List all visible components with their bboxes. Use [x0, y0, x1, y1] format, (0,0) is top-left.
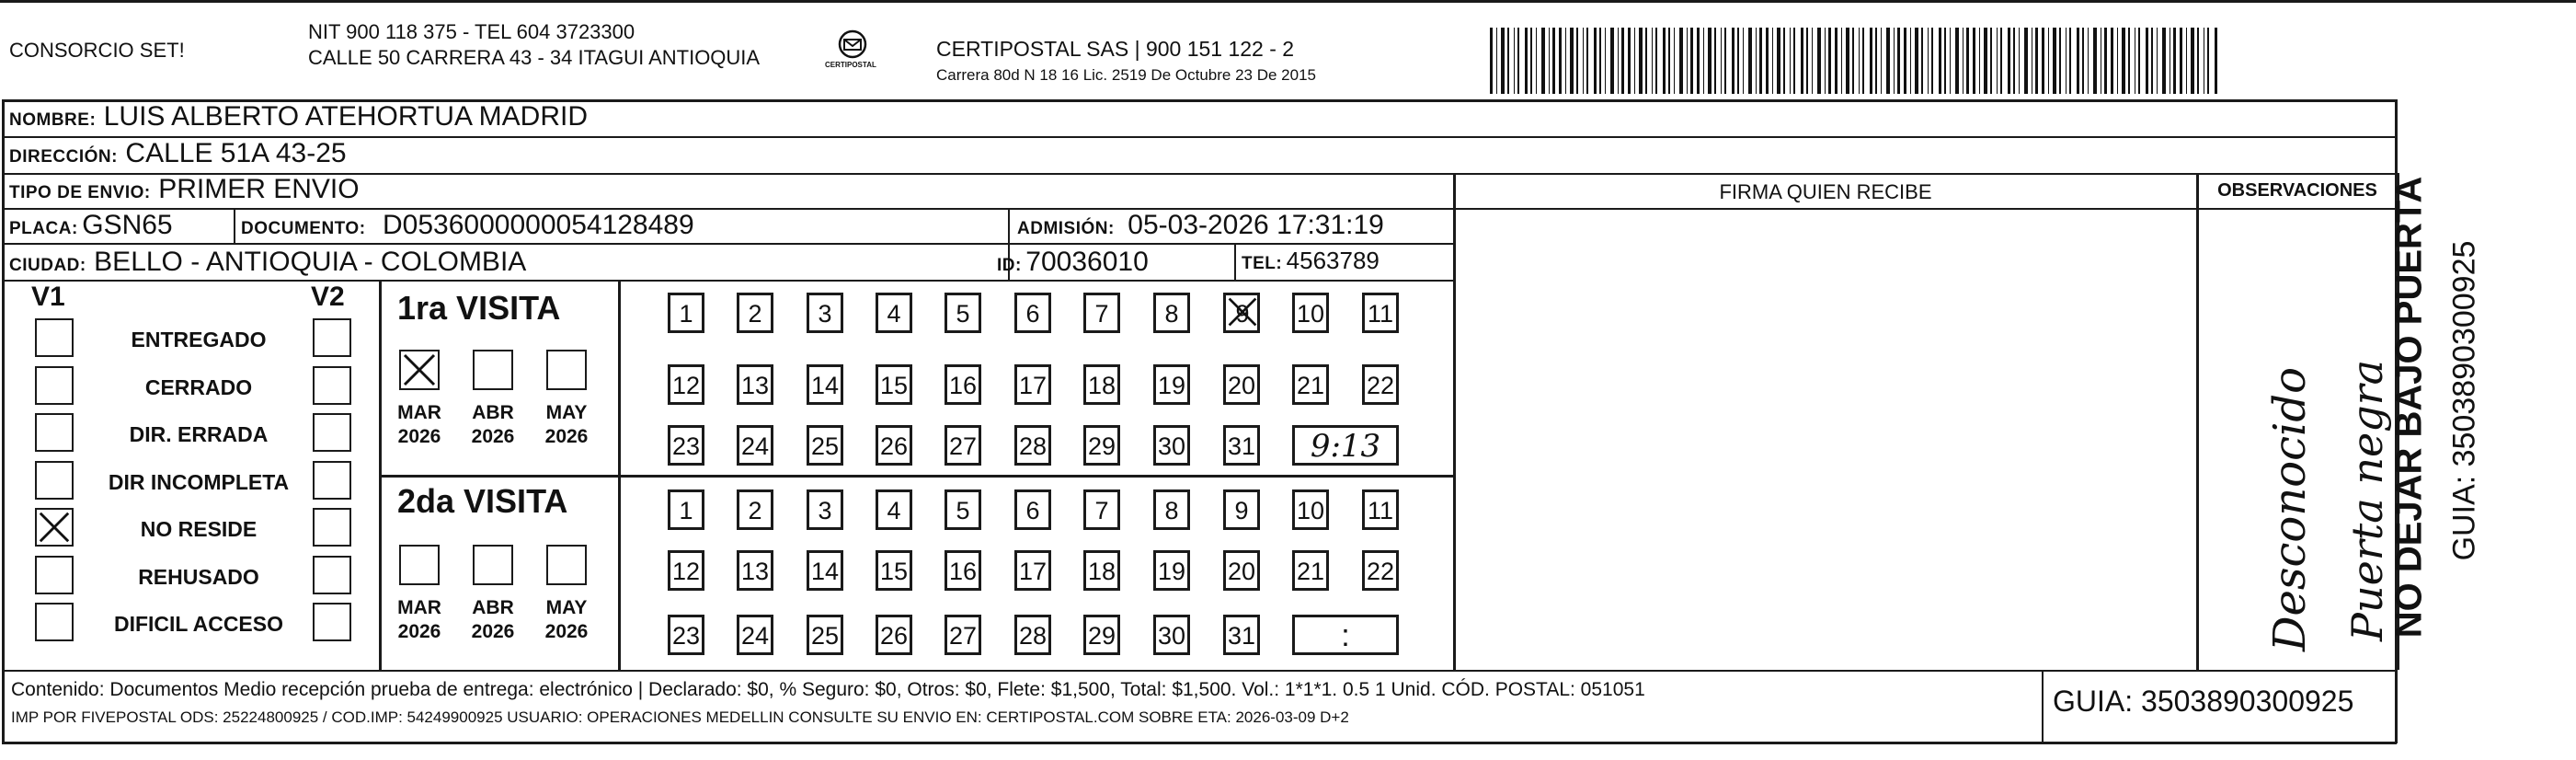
firma-left-rule [1453, 173, 1456, 670]
footer-line-2: IMP POR FIVEPOSTAL ODS: 25224800925 / COD.IMP: 54249900925 USUARIO: OPERACIONES MEDELLIN CONSULTE SU ENVIO EN: CERTIPOSTAL.COM SOBRE ETA: 2026-03-09 D+2 [11, 708, 1349, 726]
day-box[interactable]: 15 [876, 550, 912, 591]
year-label: 2026 [544, 621, 589, 642]
tipo-envio-value: PRIMER ENVIO [158, 174, 360, 204]
visit-month-divider [618, 280, 621, 670]
barcode-bar [1517, 28, 1519, 94]
barcode-bar [1875, 28, 1877, 94]
day-box[interactable]: 8 [1153, 489, 1190, 530]
placa-value: GSN65 [82, 210, 173, 240]
side-warning: NO DEJAR BAJO PUERTA [2388, 176, 2430, 639]
day-box[interactable]: 5 [945, 489, 981, 530]
barcode-bar [1766, 28, 1769, 94]
barcode-bar [1570, 28, 1574, 94]
barcode [1490, 28, 2226, 94]
barcode-bar [1973, 28, 1975, 94]
firma-header: FIRMA QUIEN RECIBE [1719, 180, 1932, 203]
barcode-bar [2128, 28, 2130, 94]
barcode-bar [1605, 28, 1606, 94]
documento-value: D0536000000054128489 [383, 210, 694, 240]
barcode-bar [1634, 28, 1635, 94]
time-box[interactable]: : [1292, 615, 1399, 655]
barcode-bar [1862, 28, 1864, 94]
barcode-bar [1536, 28, 1537, 94]
barcode-bar [1852, 28, 1854, 94]
barcode-bar [2082, 28, 2084, 94]
tel-divider [1234, 245, 1236, 280]
year-label: 2026 [397, 621, 441, 642]
barcode-bar [1663, 28, 1666, 94]
barcode-bar [2111, 28, 2113, 94]
barcode-bar [1514, 28, 1515, 94]
day-box[interactable]: 27 [945, 615, 981, 655]
direccion-label: DIRECCIÓN: [9, 147, 118, 167]
day-box[interactable]: 12 [668, 364, 704, 405]
outer-top-border [0, 0, 2576, 3]
admision-cell [1017, 210, 1384, 241]
day-box[interactable]: 13 [737, 364, 773, 405]
direccion-value: CALLE 51A 43-25 [125, 138, 347, 168]
day-box[interactable]: 14 [807, 550, 843, 591]
row-rule-5 [2, 280, 1455, 282]
barcode-bar [2000, 28, 2002, 94]
id-cell [997, 247, 1149, 278]
frame-bottom-rule [2, 742, 2397, 744]
barcode-bar [1541, 28, 1545, 94]
barcode-bar [1576, 28, 1578, 94]
barcode-bar [1586, 28, 1588, 94]
barcode-bar [1668, 28, 1670, 94]
tipo-envio-label: TIPO DE ENVIO: [9, 183, 151, 202]
ciudad-cell [9, 247, 526, 278]
barcode-bar [1496, 28, 1497, 94]
observaciones-handwriting-2: Puerta negra [2342, 359, 2392, 641]
barcode-bar [1955, 28, 1959, 94]
first-visit-title: 1ra VISITA [397, 289, 561, 327]
month-label: MAR [397, 597, 441, 618]
day-box[interactable]: 11 [1362, 293, 1399, 333]
barcode-bar [1552, 28, 1555, 94]
barcode-bar [1806, 28, 1808, 94]
day-box[interactable]: 25 [807, 425, 843, 466]
barcode-bar [1594, 28, 1597, 94]
barcode-bar [1645, 28, 1647, 94]
barcode-bar [1559, 28, 1562, 94]
barcode-bar [1835, 28, 1838, 94]
day-box[interactable]: 20 [1223, 364, 1260, 405]
license-line: Carrera 80d N 18 16 Lic. 2519 De Octubre 23 De 2015 [936, 66, 1316, 84]
day-box[interactable]: 24 [737, 615, 773, 655]
barcode-bar [1610, 28, 1614, 94]
month-checkbox[interactable] [473, 545, 513, 585]
time-box[interactable]: 9:13 [1292, 425, 1399, 466]
barcode-bar [1530, 28, 1532, 94]
day-box[interactable]: 17 [1014, 550, 1051, 591]
id-label: ID: [997, 256, 1022, 275]
barcode-bar [1841, 28, 1842, 94]
barcode-bar [1966, 28, 1969, 94]
company-name: CONSORCIO SET! [9, 39, 185, 62]
day-box[interactable]: 6 [1014, 293, 1051, 333]
barcode-bar [1801, 28, 1803, 94]
day-box[interactable]: 19 [1153, 550, 1190, 591]
day-box[interactable]: 6 [1014, 489, 1051, 530]
barcode-bar [2008, 28, 2010, 94]
status-option-label: DIFICIL ACCESO [113, 612, 283, 636]
day-box[interactable]: 19 [1153, 364, 1190, 405]
barcode-bar [1894, 28, 1895, 94]
barcode-bar [2024, 28, 2028, 94]
status-option-label: DIR INCOMPLETA [108, 469, 290, 494]
barcode-bar [2191, 28, 2194, 94]
barcode-bar [2077, 28, 2079, 94]
nombre-label: NOMBRE: [9, 110, 97, 130]
day-box[interactable]: 23 [668, 425, 704, 466]
barcode-bar [1507, 28, 1509, 94]
barcode-bar [1825, 28, 1826, 94]
day-box[interactable]: 21 [1292, 550, 1329, 591]
day-box[interactable]: 7 [1083, 489, 1120, 530]
barcode-bar [2035, 28, 2038, 94]
barcode-bar [2019, 28, 2020, 94]
obs-left-rule [2196, 173, 2199, 670]
year-label: 2026 [397, 426, 441, 447]
day-box[interactable]: 9 [1223, 489, 1260, 530]
barcode-bar [2186, 28, 2187, 94]
month-label: MAR [397, 402, 441, 423]
barcode-bar [1870, 28, 1872, 94]
tel-label: TEL: [1242, 254, 1283, 273]
day-box[interactable]: 11 [1362, 489, 1399, 530]
barcode-bar [1886, 28, 1890, 94]
footer-top-rule [2, 670, 2397, 672]
barcode-bar [2146, 28, 2148, 94]
nombre-value: LUIS ALBERTO ATEHORTUA MADRID [103, 101, 588, 132]
second-visit-title: 2da VISITA [397, 482, 568, 520]
id-value: 70036010 [1025, 247, 1149, 277]
barcode-bar [1490, 28, 1493, 94]
day-box[interactable]: 22 [1362, 550, 1399, 591]
barcode-bar [2059, 28, 2061, 94]
day-box[interactable]: 16 [945, 550, 981, 591]
barcode-bar [2207, 28, 2209, 94]
barcode-bar [1990, 28, 1992, 94]
day-box[interactable]: 10 [1292, 489, 1329, 530]
month-checkbox[interactable] [399, 350, 440, 390]
barcode-bar [1931, 28, 1933, 94]
barcode-bar [2066, 28, 2067, 94]
documento-cell [241, 210, 694, 241]
tel-cell [1242, 247, 1380, 275]
day-box[interactable]: 27 [945, 425, 981, 466]
day-box[interactable]: 31 [1223, 615, 1260, 655]
day-box[interactable]: 9 [1223, 293, 1260, 333]
barcode-bar [1743, 28, 1744, 94]
barcode-bar [1881, 28, 1882, 94]
barcode-bar [1812, 28, 1813, 94]
barcode-bar [1944, 28, 1946, 94]
barcode-bar [1790, 28, 1791, 94]
day-box[interactable]: 23 [668, 615, 704, 655]
day-box[interactable]: 31 [1223, 425, 1260, 466]
day-box[interactable]: 30 [1153, 425, 1190, 466]
day-box[interactable]: 17 [1014, 364, 1051, 405]
barcode-bar [1703, 28, 1704, 94]
barcode-bar [1721, 28, 1722, 94]
barcode-bar [2053, 28, 2056, 94]
tel-value: 4563789 [1286, 247, 1380, 274]
day-box[interactable]: 18 [1083, 364, 1120, 405]
day-box[interactable]: 3 [807, 293, 843, 333]
year-label: 2026 [471, 621, 515, 642]
observaciones-handwriting-1: Desconocido [2264, 367, 2316, 651]
barcode-bar [2093, 28, 2097, 94]
barcode-bar [1690, 28, 1693, 94]
month-label: MAY [545, 597, 588, 618]
footer-guia: GUIA: 3503890300925 [2053, 685, 2354, 718]
direccion-row [9, 138, 347, 169]
barcode-bar [2138, 28, 2140, 94]
barcode-bar [1501, 28, 1505, 94]
day-box[interactable]: 16 [945, 364, 981, 405]
day-box[interactable]: 14 [807, 364, 843, 405]
barcode-bar [2042, 28, 2044, 94]
documento-label: DOCUMENTO: [241, 219, 366, 238]
day-box[interactable]: 22 [1362, 364, 1399, 405]
month-label: ABR [472, 597, 514, 618]
day-box[interactable]: 26 [876, 425, 912, 466]
barcode-bar [2180, 28, 2182, 94]
barcode-bar [1793, 28, 1795, 94]
day-box[interactable]: 13 [737, 550, 773, 591]
day-box[interactable]: 1 [668, 489, 704, 530]
barcode-bar [1639, 28, 1643, 94]
day-box[interactable]: 5 [945, 293, 981, 333]
barcode-bar [1565, 28, 1566, 94]
barcode-bar [1674, 28, 1675, 94]
day-box[interactable]: 12 [668, 550, 704, 591]
day-box[interactable]: 4 [876, 489, 912, 530]
row-rule-4 [2, 243, 1455, 245]
barcode-bar [1777, 28, 1780, 94]
day-box[interactable]: 4 [876, 293, 912, 333]
barcode-bar [2122, 28, 2125, 94]
placa-label: PLACA: [9, 219, 78, 238]
barcode-bar [1724, 28, 1726, 94]
v2-label: V2 [311, 282, 345, 312]
barcode-bar [2117, 28, 2118, 94]
barcode-bar [1525, 28, 1528, 94]
barcode-bar [1628, 28, 1631, 94]
row-rule-2 [2, 173, 2397, 175]
barcode-bar [2013, 28, 2015, 94]
barcode-bar [2151, 28, 2153, 94]
barcode-bar [1828, 28, 1831, 94]
barcode-bar [1910, 28, 1911, 94]
month-checkbox[interactable] [399, 545, 440, 585]
row-rule-1 [2, 136, 2397, 138]
barcode-bar [1697, 28, 1700, 94]
day-box[interactable]: 24 [737, 425, 773, 466]
barcode-bar [1756, 28, 1757, 94]
barcode-bar [1714, 28, 1716, 94]
day-box[interactable]: 20 [1223, 550, 1260, 591]
barcode-bar [2088, 28, 2089, 94]
tipo-envio-row [9, 174, 360, 205]
footer-line-1: Contenido: Documentos Medio recepción prueba de entrega: electrónico | Declarado: $0, % Seguro: $0, Otros: $0, Flete: $1,500, Total: $1,500. Vol.: 1*1*1. 0.5 1 Unid. CÓD. POSTAL: 051051 [11, 679, 1645, 700]
ciudad-label: CIUDAD: [9, 256, 86, 275]
barcode-bar [1897, 28, 1900, 94]
barcode-bar [1655, 28, 1657, 94]
x-mark-icon [401, 351, 438, 388]
day-box[interactable]: 26 [876, 615, 912, 655]
year-label: 2026 [471, 426, 515, 447]
month-label: MAY [545, 402, 588, 423]
month-checkbox[interactable] [546, 545, 587, 585]
barcode-bar [1618, 28, 1619, 94]
v1-label: V1 [31, 282, 65, 312]
observaciones-header: OBSERVACIONES [2217, 180, 2377, 201]
day-box[interactable]: 21 [1292, 364, 1329, 405]
barcode-bar [1859, 28, 1860, 94]
day-box[interactable]: 28 [1014, 425, 1051, 466]
day-box[interactable]: 8 [1153, 293, 1190, 333]
barcode-bar [1732, 28, 1735, 94]
day-box[interactable]: 1 [668, 293, 704, 333]
barcode-bar [2215, 28, 2217, 94]
status-divider [379, 280, 382, 670]
day-box[interactable]: 28 [1014, 615, 1051, 655]
barcode-bar [1583, 28, 1584, 94]
placa-cell [9, 210, 173, 241]
barcode-bar [1846, 28, 1849, 94]
logo-caption: CERTIPOSTAL [825, 61, 876, 69]
status-option-label: DIR. ERRADA [129, 422, 269, 446]
footer-guia-divider [2042, 670, 2044, 742]
status-option-label: NO RESIDE [140, 517, 258, 541]
barcode-bar [2197, 28, 2199, 94]
barcode-bar [2162, 28, 2166, 94]
barcode-bar [1984, 28, 1987, 94]
address-line: CALLE 50 CARRERA 43 - 34 ITAGUI ANTIOQUIA [308, 46, 761, 69]
barcode-bar [1708, 28, 1712, 94]
day-box[interactable]: 25 [807, 615, 843, 655]
status-option-label: REHUSADO [138, 564, 259, 589]
admision-value: 05-03-2026 17:31:19 [1128, 210, 1384, 240]
status-option-label: CERRADO [144, 374, 253, 399]
status-option-label: ENTREGADO [131, 328, 267, 351]
day-box[interactable]: 29 [1083, 615, 1120, 655]
barcode-bar [2157, 28, 2158, 94]
day-box[interactable]: 3 [807, 489, 843, 530]
day-box[interactable]: 15 [876, 364, 912, 405]
nit-line: NIT 900 118 375 - TEL 604 3723300 [308, 20, 635, 43]
barcode-bar [1737, 28, 1739, 94]
barcode-bar [2104, 28, 2107, 94]
placa-divider [234, 208, 235, 245]
barcode-bar [1652, 28, 1653, 94]
barcode-bar [2173, 28, 2176, 94]
certipostal-logo [825, 28, 876, 72]
barcode-bar [1939, 28, 1941, 94]
month-checkbox[interactable] [473, 350, 513, 390]
barcode-bar [1904, 28, 1906, 94]
day-box[interactable]: 7 [1083, 293, 1120, 333]
admision-label: ADMISIÓN: [1017, 219, 1115, 238]
barcode-bar [1549, 28, 1550, 94]
barcode-bar [1817, 28, 1821, 94]
month-label: ABR [472, 402, 514, 423]
day-box[interactable]: 2 [737, 489, 773, 530]
barcode-bar [1687, 28, 1688, 94]
nombre-row [9, 101, 588, 132]
barcode-bar [1921, 28, 1923, 94]
visits-divider [379, 475, 1455, 478]
year-label: 2026 [544, 426, 589, 447]
day-box[interactable]: 10 [1292, 293, 1329, 333]
day-box[interactable]: 30 [1153, 615, 1190, 655]
frame-left-rule [2, 99, 5, 743]
barcode-bar [1748, 28, 1752, 94]
side-guia: GUIA: 3503890300925 [2446, 240, 2482, 561]
barcode-bar [2048, 28, 2049, 94]
barcode-bar [1915, 28, 1918, 94]
day-box[interactable]: 29 [1083, 425, 1120, 466]
ciudad-value: BELLO - ANTIOQUIA - COLOMBIA [94, 247, 527, 277]
barcode-bar [1621, 28, 1624, 94]
barcode-bar [1783, 28, 1785, 94]
month-checkbox[interactable] [546, 350, 587, 390]
barcode-bar [1928, 28, 1929, 94]
day-box[interactable]: 2 [737, 293, 773, 333]
barcode-bar [1679, 28, 1683, 94]
barcode-bar [1599, 28, 1601, 94]
barcode-bar [1979, 28, 1980, 94]
certipostal-line: CERTIPOSTAL SAS | 900 151 122 - 2 [936, 37, 1295, 61]
barcode-bar [1950, 28, 1951, 94]
barcode-bar [2069, 28, 2071, 94]
barcode-bar [1759, 28, 1762, 94]
day-box[interactable]: 18 [1083, 550, 1120, 591]
barcode-bar [1772, 28, 1773, 94]
barcode-bar [1997, 28, 1998, 94]
